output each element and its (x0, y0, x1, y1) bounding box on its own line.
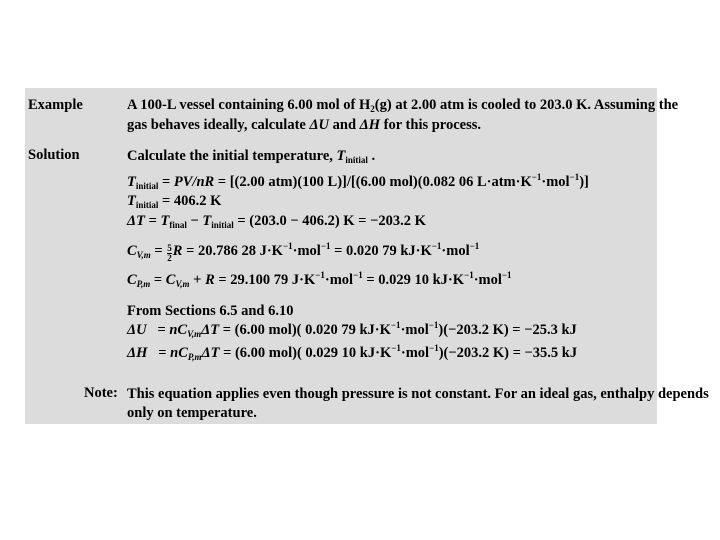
note-label: Note: (84, 385, 118, 401)
example-line-1: A 100-L vessel containing 6.00 mol of $H_2(g)$ at 2.00 atm is cooled to 203.0 K. Assuming the (127, 97, 679, 114)
note-line-2: only on temperature. (127, 405, 257, 421)
delta-u-equation: $\Delta U = nC_{V,m}\Delta T = (6.00$ mol)( 0.020 79 $kJ\cdot K^{-1}\cdot mol^{-1})(-203.2$ K) = −25.3 kJ (127, 320, 577, 339)
five-halves-fraction: $\frac{5}{2}$ (167, 243, 172, 263)
example-line-2: gas behaves ideally, calculate ΔU and ΔH for this process. (127, 117, 482, 133)
cv-equation: $C_{V,m}$ = $\frac{5}{2}$ R = 20.786 28 $J\cdot K^{-1}\cdot mol^{-1} = 0.020$ 79 $kJ\cdot K^{-1}\cdot mol^{-1}$ (127, 241, 480, 263)
t-initial-equation: $T_{initial} = PV/nR = [(2.00$ atm)(100 L)]/[(6.00 mol)(0.082 06 $L\cdot atm\cdot K^{-1}\cdot mol^{-1}$)] (127, 172, 589, 191)
from-sections: From Sections 6.5 and 6.10 (127, 303, 294, 319)
delta-h-equation: $\Delta H = nC_{P,m}\Delta T = (6.00$ mol)( 0.029 10 $kJ\cdot K^{-1}\cdot mol^{-1})(-203.2$ K) = −35.5 kJ (127, 343, 578, 362)
solution-label: Solution (28, 147, 80, 163)
note-line-1: This equation applies even though pressure is not constant. For an ideal gas, enthalpy depends (127, 386, 709, 402)
example-label: Example (28, 97, 83, 113)
solution-intro: Calculate the initial temperature, $T_{initial}$ . (127, 148, 376, 165)
t-initial-value: $T_{initial} = 406.2$ K (127, 193, 222, 210)
example-panel (25, 88, 709, 424)
delta-t-equation: $\Delta T = T_{final} - T_{initial} = (203.0 - 406.2) K = -203.2$ K (127, 213, 426, 230)
cp-equation: $C_{P,m} = C_{V,m} + R = 29.100$ 79 $J\cdot K^{-1}\cdot mol^{-1} = 0.029$ 10 $kJ\cdot K^{-1}\cdot mol^{-1}$ (127, 270, 512, 289)
